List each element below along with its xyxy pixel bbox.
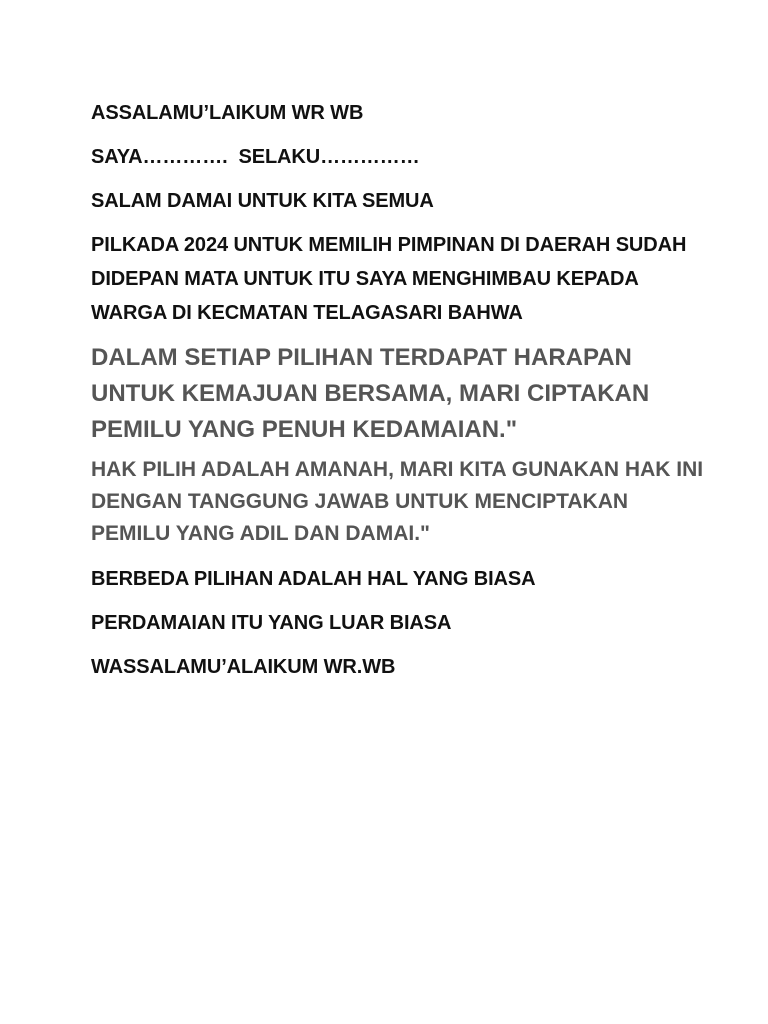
salam-text: SALAM DAMAI UNTUK KITA SEMUA [91, 190, 434, 212]
greeting-text: ASSALAMU’LAIKUM WR WB [91, 102, 364, 124]
body-paragraph: PILKADA 2024 UNTUK MEMILIH PIMPINAN DI DAERAH SUDAH DIDEPAN MATA UNTUK ITU SAYA MENGHIMBAU KEPADA WARGA DI KECMATAN TELAGASARI BAHWA [91, 234, 692, 324]
line-1-text: BERBEDA PILIHAN ADALAH HAL YANG BIASA [91, 568, 536, 590]
quote-paragraph-1: DALAM SETIAP PILIHAN TERDAPAT HARAPAN UNTUK KEMAJUAN BERSAMA, MARI CIPTAKAN PEMILU YANG PENUH KEDAMAIAN." [91, 344, 650, 443]
quote-paragraph-2: HAK PILIH ADALAH AMANAH, MARI KITA GUNAKAN HAK INI DENGAN TANGGUNG JAWAB UNTUK MENCIPTAKAN PEMILU YANG ADIL DAN DAMAI." [91, 458, 704, 545]
intro-text: SAYA…………. SELAKU…………… [91, 146, 420, 168]
line-2-text: PERDAMAIAN ITU YANG LUAR BIASA [91, 612, 452, 634]
closing-text: WASSALAMU’ALAIKUM WR.WB [91, 656, 396, 678]
